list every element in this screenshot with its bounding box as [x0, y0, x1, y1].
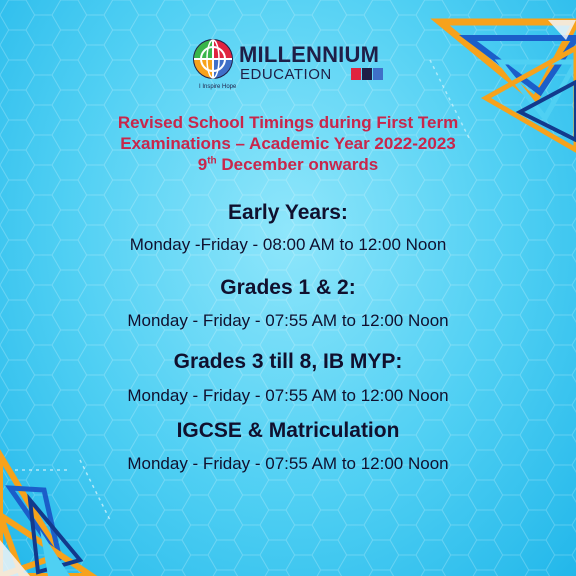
- section-title-igcse: IGCSE & Matriculation: [176, 419, 400, 442]
- globe-logo-icon: [192, 38, 234, 80]
- section-time-early-years: Monday -Friday - 08:00 AM to 12:00 Noon: [129, 235, 447, 254]
- heading-line-1: Revised School Timings during First Term: [117, 113, 459, 132]
- section-title-grades-1-2: Grades 1 & 2:: [220, 276, 356, 299]
- heading-date-rest: December onwards: [216, 155, 379, 174]
- brand-name-line1: MILLENNIUM: [239, 42, 380, 67]
- section-title-grades-3-8: Grades 3 till 8, IB MYP:: [173, 350, 403, 373]
- heading-line-3: [0, 154, 576, 175]
- brand-name-line2: EDUCATION: [240, 66, 332, 83]
- section-time-grades-3-8: Monday - Friday - 07:55 AM to 12:00 Noon: [127, 386, 449, 405]
- section-time-igcse: Monday - Friday - 07:55 AM to 12:00 Noon: [127, 454, 449, 473]
- heading-day-suffix: th: [207, 155, 217, 167]
- announcement-heading: [0, 112, 576, 175]
- brand-squares-icon: [351, 68, 383, 80]
- brand-tagline: I Inspire Hope: [199, 84, 237, 90]
- heading-line-2: Examinations – Academic Year 2022-2023: [120, 134, 456, 153]
- heading-day: 9: [197, 155, 208, 174]
- section-title-early-years: Early Years:: [228, 201, 348, 224]
- section-time-grades-1-2: Monday - Friday - 07:55 AM to 12:00 Noon: [127, 311, 449, 330]
